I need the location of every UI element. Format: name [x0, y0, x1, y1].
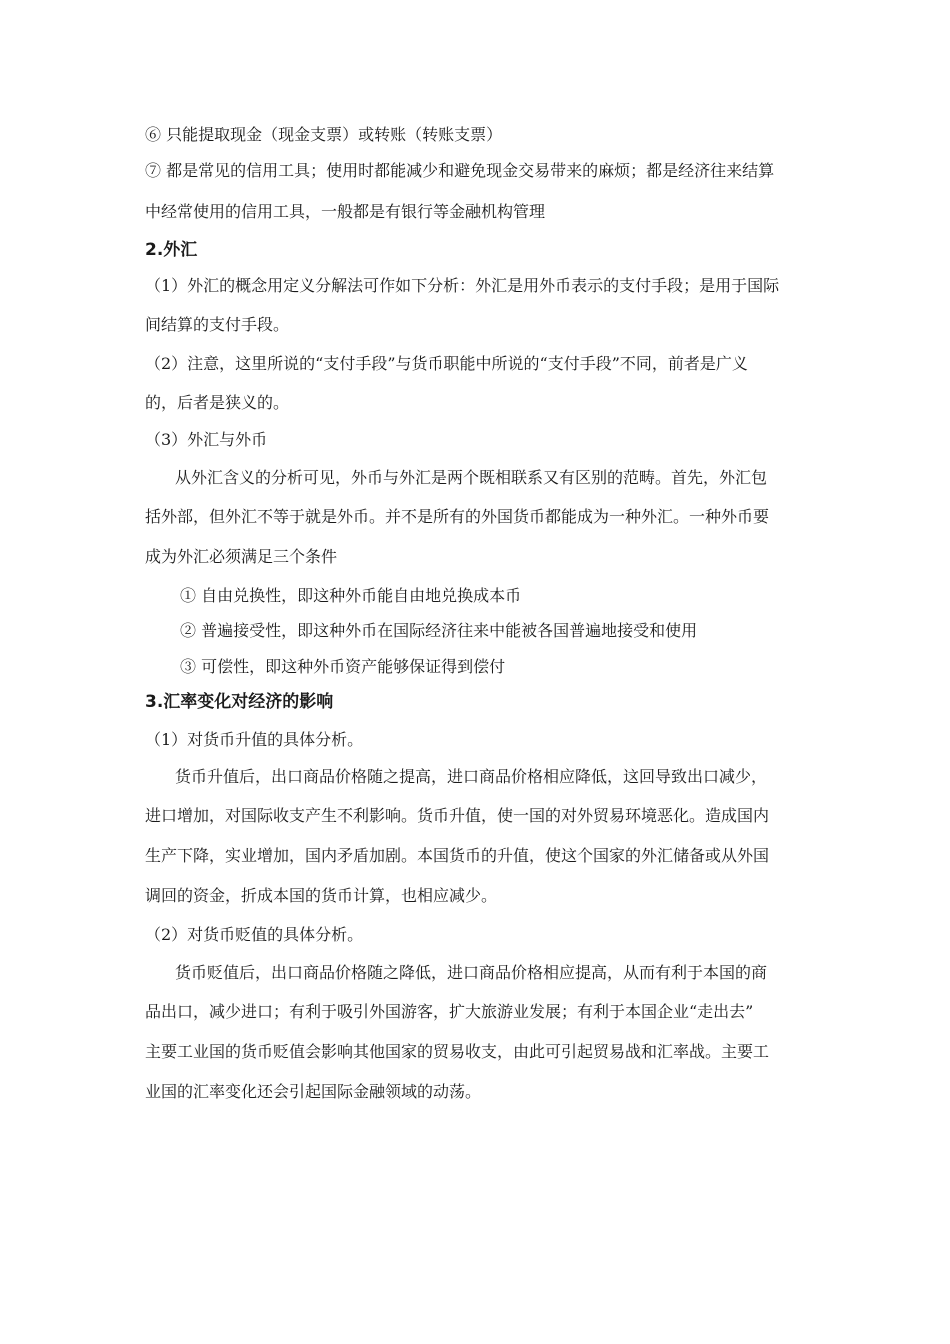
item-7-line2: 中经常使用的信用工具，一般都是有银行等金融机构管理 [145, 202, 546, 221]
s2-p2-line2: 的，后者是狭义的。 [145, 393, 290, 412]
s3-a-line4: 调回的资金，折成本国的货币计算，也相应减少。 [145, 886, 498, 905]
s2-p1-line2: 间结算的支付手段。 [145, 315, 290, 334]
s3-b-line3: 主要工业国的货币贬值会影响其他国家的贸易收支，由此可引起贸易战和汇率战。主要工 [145, 1042, 770, 1061]
s3-b-line2: 品出口，减少进口；有利于吸引外国游客，扩大旅游业发展；有利于本国企业“走出去” [145, 1002, 754, 1021]
s2-p3-line3: 成为外汇必须满足三个条件 [145, 547, 338, 566]
condition-2: ② 普遍接受性，即这种外币在国际经济往来中能被各国普遍地接受和使用 [180, 621, 698, 640]
s3-a-line1: 货币升值后，出口商品价格随之提高，进口商品价格相应降低，这回导致出口减少， [175, 767, 768, 786]
s3-b-line1: 货币贬值后，出口商品价格随之降低，进口商品价格相应提高，从而有利于本国的商 [175, 963, 768, 982]
s2-p3-line1: 从外汇含义的分析可见，外币与外汇是两个既相联系又有区别的范畴。首先，外汇包 [175, 468, 768, 487]
s2-p2-line1: （2）注意，这里所说的“支付手段”与货币职能中所说的“支付手段”不同，前者是广义 [145, 354, 748, 373]
s3-a-line2: 进口增加，对国际收支产生不利影响。货币升值，使一国的对外贸易环境恶化。造成国内 [145, 806, 770, 825]
s3-b-line4: 业国的汇率变化还会引起国际金融领域的动荡。 [145, 1082, 482, 1101]
s2-p3-title: （3）外汇与外币 [145, 430, 268, 449]
condition-3: ③ 可偿性，即这种外币资产能够保证得到偿付 [180, 657, 506, 676]
section-2-heading: 2.外汇 [145, 240, 198, 260]
s3-a-title: （1）对货币升值的具体分析。 [145, 730, 364, 749]
s3-a-line3: 生产下降，实业增加，国内矛盾加剧。本国货币的升值，使这个国家的外汇储备或从外国 [145, 846, 770, 865]
item-6: ⑥ 只能提取现金（现金支票）或转账（转账支票） [145, 125, 503, 144]
s2-p1-line1: （1）外汇的概念用定义分解法可作如下分析：外汇是用外币表示的支付手段；是用于国际 [145, 276, 780, 295]
condition-1: ① 自由兑换性，即这种外币能自由地兑换成本币 [180, 586, 522, 605]
section-3-heading: 3.汇率变化对经济的影响 [145, 692, 334, 712]
s3-b-title: （2）对货币贬值的具体分析。 [145, 925, 364, 944]
item-7-line1: ⑦ 都是常见的信用工具；使用时都能减少和避免现金交易带来的麻烦；都是经济往来结算 [145, 161, 775, 180]
s2-p3-line2: 括外部，但外汇不等于就是外币。并不是所有的外国货币都能成为一种外汇。一种外币要 [145, 507, 770, 526]
